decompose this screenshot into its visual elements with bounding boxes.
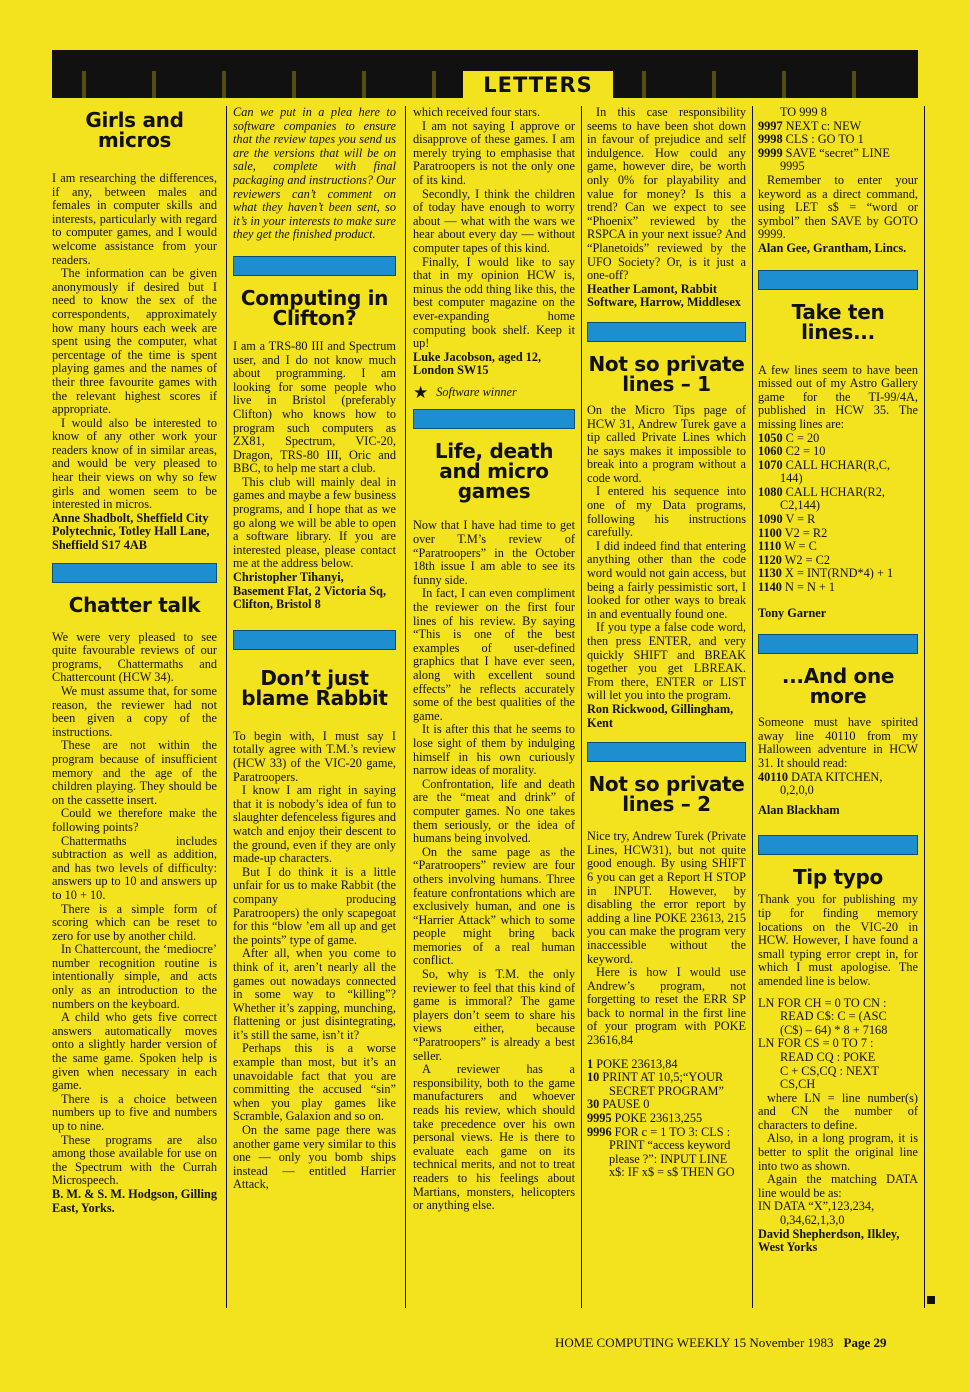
top-rule (52, 50, 918, 71)
line-text: W = C (781, 539, 817, 554)
headline: Chatter talk (68, 592, 201, 617)
code-line: C + CS,CQ : NEXT (780, 1063, 879, 1078)
paragraph: which received four stars. (413, 106, 541, 119)
column-rule (405, 106, 406, 1308)
code-line: LN FOR CS = 0 TO 7 : (758, 1036, 874, 1051)
code-line: IN DATA “X”,123,234, (758, 1199, 875, 1214)
line-continuation: 0,2,0,0 (780, 783, 814, 798)
signature: Luke Jacobson, aged 12, London SW15 (413, 349, 542, 378)
divider-bar (758, 835, 918, 855)
letter-body (52, 631, 217, 1188)
code-line (587, 1139, 746, 1153)
line-number: 1060 (758, 444, 783, 459)
column-3 (413, 106, 575, 1308)
letter-body (52, 172, 217, 512)
letter-body: Also, in a long program, it is better to split the original line into two as shown. (758, 1131, 918, 1173)
line-number: 1110 (758, 539, 782, 554)
paragraph: I would also be interested to know of any other work your readers know of in similar areas, and would be very pleased to hear their views on why so few girls and women seem to be interested in micros. (52, 415, 217, 512)
code-line: 0,34,62,1,3,0 (780, 1213, 845, 1228)
line-number: 30 (587, 1097, 600, 1112)
code-line (758, 432, 918, 446)
paragraph: So, why is T.M. the only reviewer to feel that this kind of game is immoral? The game players don’t seem to share his views either, because “Paratroopers” is already a best seller. (413, 967, 575, 1063)
line-number: 9999 (758, 145, 783, 160)
headline: Don’t just blame Rabbit (241, 665, 388, 710)
paragraph: Secondly, I think the children of today have enough to worry about — what with the wars we hear about every day — without computer tapes of this kind. (413, 186, 575, 255)
line-text: CLS : GO TO 1 (782, 132, 864, 147)
line-text: SECRET PROGRAM” (609, 1083, 724, 1098)
code-line (758, 459, 918, 473)
paragraph: The information can be given anonymously if desired but I need to know the sex of the correspondents, approximately how many hours each week are spent using the computer, what percentage of the time is spent playing games and the names of their three favourite games with the relevant highest scores if appropriate. (52, 266, 217, 417)
magazine-issue: HOME COMPUTING WEEKLY 15 November 1983 (555, 1335, 834, 1350)
column-rule (924, 106, 925, 1308)
divider-bar (52, 563, 217, 583)
signature: David Shepherdson, Ilkley, West Yorks (758, 1226, 900, 1255)
section-title: LETTERS (483, 72, 593, 97)
code-line: READ C$: C = (ASC (780, 1009, 887, 1024)
code-listing (758, 106, 918, 174)
paragraph: We were very pleased to see quite favourable reviews of our programs, Chattermaths and Chattercount (HCW 34). (52, 629, 217, 685)
letter-body (413, 519, 575, 1212)
signature: B. M. & S. M. Hodgson, Gilling East, Yorks. (52, 1186, 217, 1215)
paragraph: To begin with, I must say I totally agree with T.M.’s review (HCW 33) of the VIC-20 game, Paratroopers. (233, 728, 396, 784)
headline: Tip typo (792, 865, 884, 890)
line-text: X = INT(RND*4) + 1 (781, 566, 894, 581)
letter-body (233, 340, 396, 571)
line-text: SAVE “secret” LINE (782, 145, 890, 160)
paragraph: On the same page there was another game very similar to this one — only you bomb ships instead — entitled Harrier Attack, (233, 1123, 396, 1192)
code-line: READ CQ : POKE (780, 1049, 876, 1064)
signature: Anne Shadbolt, Sheffield City Polytechnic, Totley Hall Lane, Sheffield S17 4AB (52, 510, 210, 553)
code-line: (C$) – 64) * 8 + 7168 (780, 1022, 888, 1037)
letter-body: A few lines seem to have been missed out of my Astro Gallery game for the TI-99/4A, published in HCW 35. The missing lines are: (758, 362, 918, 431)
code-listing (758, 997, 918, 1092)
line-number: 1090 (758, 512, 783, 527)
line-text: V2 = R2 (781, 525, 828, 540)
line-number: 1120 (758, 552, 782, 567)
paragraph: Perhaps this is a worse example than most, but it’s an unavoidable fact that you are committing the accused “sin” when you play games like Scramble, Galaxion and so on. (233, 1041, 396, 1124)
code-line: LN FOR CH = 0 TO CN : (758, 995, 887, 1010)
line-text: W2 = C2 (781, 552, 830, 567)
paragraph: A child who gets five correct answers automatically moves onto a slightly harder version of the same game. Spoken help is given when necessary in each game. (52, 1010, 217, 1093)
code-line (587, 1153, 746, 1167)
signature: Christopher Tihanyi, Basement Flat, 2 Victoria Sq, Clifton, Bristol 8 (233, 570, 387, 612)
code-line (758, 527, 918, 541)
line-number: 1070 (758, 457, 783, 472)
letter-body (233, 730, 396, 1192)
code-line (758, 567, 918, 581)
paragraph: Finally, I would like to say that in my opinion HCW is, minus the odd thing like this, the best computer magazine on the ever-expanding home computing book shelf. Keep it up! (413, 254, 575, 351)
letter-body (587, 106, 746, 283)
line-text: DATA KITCHEN, (788, 769, 883, 784)
line-number: 1 (587, 1056, 594, 1071)
paragraph: This club will mainly deal in games and maybe a few business programs, and I hope that as we go along we will be able to open a software library. If you are interested please, please contact me at the address below. (233, 474, 396, 571)
paragraph: These programs are also among those available for use on the Spectrum with the Currah Microspeech. (52, 1132, 217, 1188)
line-text: CALL HCHAR(R2, (782, 484, 885, 499)
line-text: TO 999 8 (780, 106, 827, 119)
signature: Alan Gee, Grantham, Lincs. (758, 240, 907, 255)
line-text: POKE 23613,255 (611, 1111, 703, 1126)
line-text: FOR c = 1 TO 3: CLS : (611, 1124, 731, 1139)
line-text: V = R (782, 512, 816, 527)
line-number: 1140 (758, 580, 782, 595)
line-text: please ?”: INPUT LINE (609, 1151, 728, 1166)
letter-body (413, 106, 575, 351)
line-number: 40110 (758, 769, 789, 784)
line-number: 9997 (758, 118, 783, 133)
paragraph: These are not within the program because of insufficient memory and the age of the children playing. They should be on the cassette insert. (52, 738, 217, 807)
line-text: PRINT “access keyword (609, 1138, 731, 1153)
code-line (758, 499, 918, 513)
paragraph: I am researching the differences, if any, between males and females in computer skills and interests, particularly with regard to computer games, and I would welcome assistance from your readers. (52, 171, 217, 267)
end-mark (927, 1296, 935, 1304)
line-number: 1130 (758, 566, 782, 581)
signature: Ron Rickwood, Gillingham, Kent (587, 701, 734, 730)
code-line (758, 513, 918, 527)
column-rule (752, 106, 753, 1308)
line-text: CALL HCHAR(R,C, (782, 457, 891, 472)
section-title-plate (460, 71, 616, 98)
code-line (758, 160, 918, 174)
letter-body: Someone must have spirited away line 40110 from my Halloween adventure in HCW 31. It should read: (758, 715, 918, 770)
line-number: 10 (587, 1070, 600, 1085)
paragraph: I entered his sequence into one of my Data programs, following his instructions carefully. (587, 484, 746, 540)
paragraph: I am not saying I approve or disapprove of these games. I am merely trying to emphasise that Paratroopers is not the only one of its kind. (413, 118, 575, 187)
divider-bar (758, 270, 918, 290)
signature: Alan Blackham (758, 802, 840, 817)
line-text: 9995 (780, 159, 805, 174)
code-line (758, 133, 918, 147)
code-line (587, 1058, 746, 1072)
code-line (587, 1085, 746, 1099)
line-text: PRINT AT 10,5;“YOUR (599, 1070, 724, 1085)
page-number: Page 29 (843, 1335, 887, 1350)
column-rule (581, 106, 582, 1308)
code-line: CS,CH (780, 1077, 816, 1092)
headline: Not so private lines – 1 (588, 351, 745, 396)
code-listing (758, 432, 918, 595)
software-winner-note (413, 382, 575, 402)
line-text: NEXT c: NEW (782, 118, 862, 133)
line-text: C2,144) (780, 498, 820, 513)
line-text: C2 = 10 (782, 444, 826, 459)
letter-body (587, 830, 746, 1048)
line-text: PAUSE 0 (599, 1097, 650, 1112)
line-number: 9998 (758, 132, 783, 147)
paragraph: Chattermaths includes subtraction as well as addition, and has two levels of difficulty: answers up to 10 and answers up to 10 + 10. (52, 833, 217, 902)
line-text: C = 20 (782, 430, 820, 445)
star-icon: ★ (413, 382, 429, 402)
code-line (587, 1166, 746, 1180)
column-rule (226, 106, 227, 1308)
paragraph: On the same page as the “Paratroopers” review are four others involving humans. Three feature confrontations which are exclusively human, and one is “Harrier Attack” which to some people might bring back memories of a real human conflict. (413, 844, 575, 968)
paragraph: A reviewer has a responsibility, both to the game manufacturers and whoever reads his review, which should take precedence over his own personal views. He is there to evaluate each game on its technical merits, and not to treat readers to his feelings about Martians, monsters, helicopters or anything else. (413, 1062, 575, 1213)
paragraph: Nice try, Andrew Turek (Private Lines, HCW31), but not quite good enough. By using SHIFT 6 you can get a Report H STOP in INPUT. However, by disabling the error report by adding a line POKE 23613, 215 you can make the program very inaccessible without the keyword. (587, 829, 746, 966)
code-line (587, 1112, 746, 1126)
line-number: 1100 (758, 525, 782, 540)
divider-bar (758, 634, 918, 654)
section-banner (52, 71, 918, 98)
signature: Heather Lamont, Rabbit Software, Harrow, Middlesex (587, 281, 741, 310)
headline: Life, death and micro games (434, 439, 554, 504)
line-number: 9996 (587, 1124, 612, 1139)
winner-label: Software winner (436, 384, 517, 399)
line-text: POKE 23613,84 (593, 1056, 678, 1071)
paragraph: It is after this that he seems to lose sight of them by indulging himself in his own curiously narrow ideas of morality. (413, 722, 575, 778)
code-line (758, 581, 918, 595)
code-listing (587, 1058, 746, 1180)
line-text: x$: IF x$ = s$ THEN GO (609, 1165, 735, 1180)
code-line (758, 147, 918, 161)
code-listing (758, 1200, 918, 1227)
code-line (758, 120, 918, 134)
divider-bar (233, 256, 396, 276)
paragraph: There is a choice between numbers up to five and numbers up to nine. (52, 1091, 217, 1133)
paragraph: If you type a false code word, then press ENTER, and very quickly SHIFT and BREAK together you get LBREAK. From there, ENTER or LIST will let you into the program. (587, 620, 746, 703)
paragraph: I am a TRS-80 III and Spectrum user, and I do not know much about programming. I am looking for some people who live in Bristol (preferably Clifton) who knows how to program such computers as ZX81, Spectrum, VIC-20, Dragon, TRS-80 III, Oric and BBC, to help me start a club. (233, 338, 396, 476)
paragraph: There is a simple form of scoring which can be reset to zero for use by another child. (52, 901, 217, 943)
paragraph: In Chattercount, the ‘mediocre’ number recognition routine is intentionally simple, and acts only as an introduction to the numbers on the keyboard. (52, 942, 217, 1011)
page-footer (555, 1335, 935, 1351)
paragraph: I know I am right in saying that it is nobody’s idea of fun to slaughter defenceless figures and watch and enjoy their descent to the ground, even if they are only made-up characters. (233, 783, 396, 866)
column-2 (233, 106, 396, 1308)
letter-body: Again the matching DATA line would be as: (758, 1172, 918, 1200)
divider-bar (413, 409, 575, 429)
divider-bar (587, 322, 746, 342)
headline: Girls and micros (85, 108, 184, 152)
code-line (758, 554, 918, 568)
paragraph: Could we therefore make the following points? (52, 806, 217, 834)
code-line (758, 771, 918, 798)
line-number: 9995 (587, 1111, 612, 1126)
headline: Computing in Clifton? (240, 285, 389, 330)
headline: ...And one more (781, 664, 895, 709)
line-text: N = N + 1 (781, 580, 836, 595)
paragraph: But I do think it is a little unfair for us to make Rabbit (the company producing Paratroopers) the only scapegoat for this “blow ’em all up and get the points” type of game. (233, 864, 396, 947)
headline: Take ten lines... (791, 299, 885, 344)
code-line (758, 486, 918, 500)
paragraph: In this case responsibility seems to have been shot down in favour of prejudice and self indulgence. How could any game, however dire, be worth only 0% for playability and value for money? Is this a trend? Can we expect to see “Phoenix” reviewed by the RSPCA in your next issue? And “Planetoids” reviewed by the UFO Society? Or, is it just a one-off? (587, 106, 746, 283)
paragraph: Now that I have had time to get over T.M’s review of “Paratroopers” in the October 18th issue I am able to see its funny side. (413, 518, 575, 587)
column-4 (587, 106, 746, 1308)
code-line (587, 1126, 746, 1140)
code-line (758, 445, 918, 459)
code-line (758, 540, 918, 554)
divider-bar (233, 630, 396, 650)
paragraph: On the Micro Tips page of HCW 31, Andrew Turek gave a tip called Private Lines which he says makes it impossible to break into a program without a code word. (587, 402, 746, 485)
letter-body: Thank you for publishing my tip for finding memory locations on the VIC-20 in HCW. However, I have found a small typing error crept in, for which I must apologise. The amended line is below. (758, 892, 918, 988)
code-line (758, 106, 918, 120)
letter-body (587, 404, 746, 703)
paragraph: I did indeed find that entering anything other than the code word would not gain access, but being a fairly pessimistic sort, I looked for other ways to break in and eventually found one. (587, 538, 746, 621)
paragraph: Here is how I would use Andrew’s program, not forgetting to reset the ERR SP back to normal in the first line of your program with POKE 23616,84 (587, 965, 746, 1048)
paragraph: We must assume that, for some reason, the reviewer had not been given a copy of the instructions. (52, 684, 217, 739)
headline: Not so private lines – 2 (588, 772, 745, 817)
divider-bar (587, 742, 746, 762)
line-number: 1050 (758, 430, 783, 445)
paragraph: In fact, I can even compliment the reviewer on the first four lines of his review. By saying “This is one of the best examples of user-defined graphics that I have ever seen, along with excellent sound effects” he reflects accurately some of the best qualities of the game. (413, 586, 575, 723)
column-5 (758, 106, 918, 1308)
column-1 (52, 106, 217, 1308)
editor-note: Can we put in a plea here to software companies to ensure that the review tapes you send us are the versions that will be on sale, complete with final packaging and instructions? Our reviewers can’t comment on what they haven’t been sent, so it’s in your interests to make sure they get the finished product. (233, 106, 396, 242)
code-line (758, 472, 918, 486)
line-number: 1080 (758, 484, 783, 499)
paragraph: Confrontation, life and death are the “meat and drink” of computer games. No one takes them seriously, or the idea of humans being involved. (413, 776, 575, 846)
letter-body: Remember to enter your keyword as a direct command, using LET s$ = “word or symbol” then SAVE by GOTO 9999. (758, 172, 918, 242)
line-text: 144) (780, 471, 803, 486)
signature: Tony Garner (758, 605, 827, 620)
code-line (587, 1071, 746, 1085)
letter-body: where LN = line number(s) and CN the number of characters to define. (758, 1090, 918, 1132)
paragraph: After all, when you come to think of it, aren’t nearly all the games out nowadays connected in some way to “killing”? Whether it’s zapping, munching, flattening or just disintegrating, it’s still the same, isn’t it? (233, 946, 396, 1042)
code-line (587, 1098, 746, 1112)
